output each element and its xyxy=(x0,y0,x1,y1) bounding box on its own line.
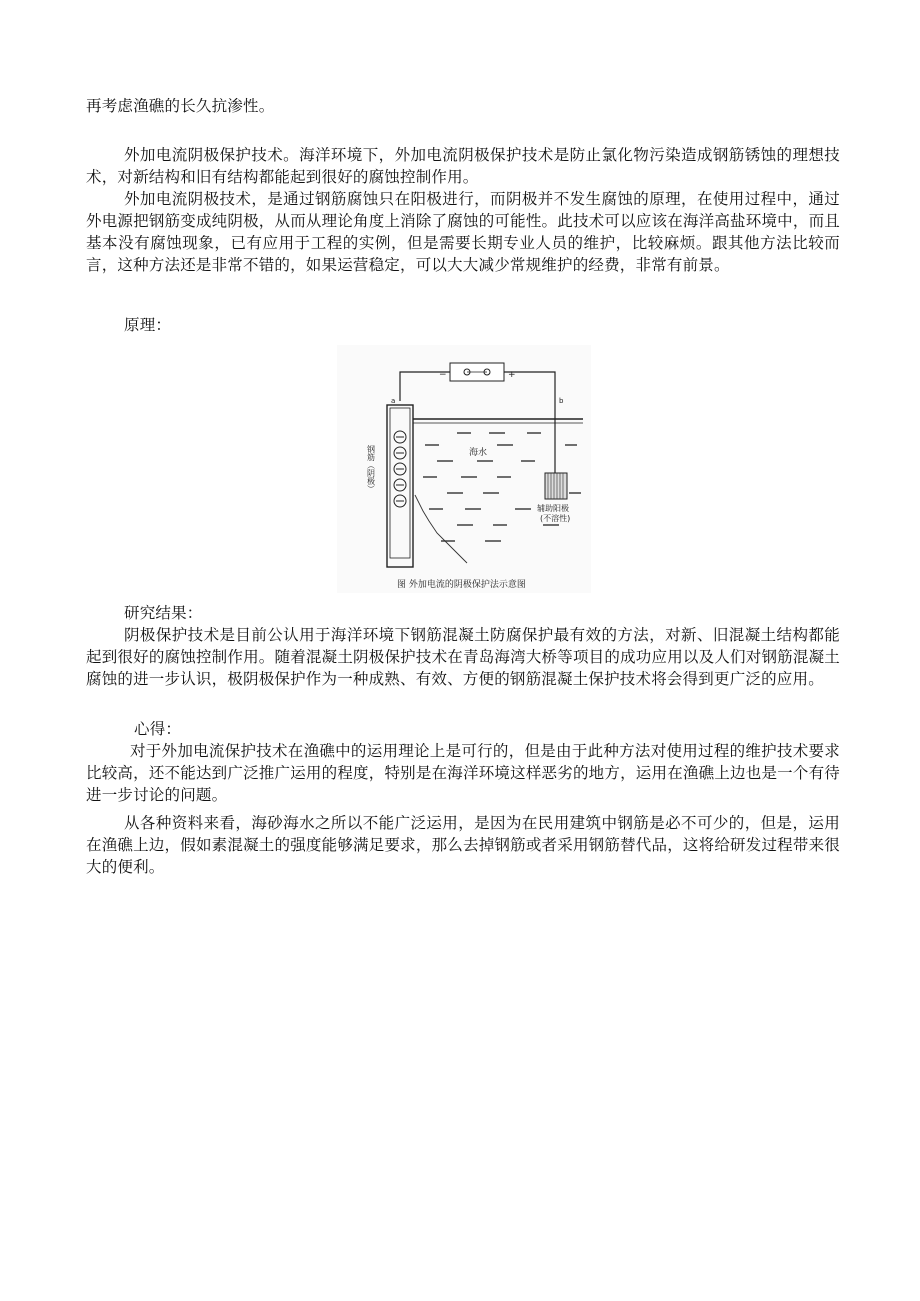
anode-sublabel: (不溶性) xyxy=(540,514,571,523)
paragraph-research-results: 阴极保护技术是目前公认用于海洋环境下钢筋混凝土防腐保护最有效的方法，对新、旧混凝土结构都能起到很好的腐蚀控制作用。随着混凝土阴极保护技术在青岛海湾大桥等项目的成功应用以及人们对钢筋混凝土腐蚀的进一步认识，极阴极保护作为一种成熟、有效、方便的钢筋混凝土保护技术将会得到更广泛的应用。 xyxy=(86,626,840,688)
plus-sign: + xyxy=(508,370,516,380)
figure-caption: 图 外加电流的阴极保护法示意图 xyxy=(397,580,526,590)
heading-principle: 原理： xyxy=(124,316,172,334)
paragraph-conclusion: 从各种资料来看，海砂海水之所以不能广泛运用，是因为在民用建筑中钢筋是必不可少的，但是，运用在渔礁上边，假如素混凝土的强度能够满足要求，那么去掉钢筋或者采用钢筋替代品，这将给研发过程带来很大的便利。 xyxy=(86,814,840,876)
terminal-b-label: b xyxy=(559,397,564,405)
crack-line xyxy=(415,495,467,563)
heading-reflections: 心得： xyxy=(134,720,182,738)
anode-label: 辅助阳极 xyxy=(537,504,569,513)
minus-sign: − xyxy=(439,370,447,380)
cathodic-protection-diagram xyxy=(337,345,591,593)
paragraph-reflections: 对于外加电流保护技术在渔礁中的运用理论上是可行的，但是由于此种方法对使用过程的维护技术要求比较高，还不能达到广泛推广运用的程度，特别是在海洋环境这样恶劣的地方，运用在渔礁上边也是一个有待进一步讨论的问题。 xyxy=(86,742,840,804)
gate-label: 钢筋（阴极） xyxy=(366,445,376,493)
rebar-circles xyxy=(394,431,406,507)
terminal-a-label: a xyxy=(391,397,396,405)
water-label: 海水 xyxy=(469,448,488,458)
wire-right xyxy=(504,372,555,473)
paragraph-continuation: 再考虑渔礁的长久抗渗性。 xyxy=(86,97,275,115)
heading-research-results: 研究结果： xyxy=(124,604,203,622)
paragraph-impressed-current-intro: 外加电流阴极保护技术。海洋环境下，外加电流阴极保护技术是防止氯化物污染造成钢筋锈蚀的理想技术，对新结构和旧有结构都能起到很好的腐蚀控制作用。 xyxy=(86,146,840,186)
steel-gate xyxy=(387,405,413,567)
paragraph-impressed-current-principle: 外加电流阴极技术，是通过钢筋腐蚀只在阳极进行，而阴极并不发生腐蚀的原理，在使用过程中，通过外电源把钢筋变成纯阴极，从而从理论角度上消除了腐蚀的可能性。此技术可以应该在海洋高盐环境中，而且基本没有腐蚀现象，已有应用于工程的实例，但是需要长期专业人员的维护，比较麻烦。跟其他方法比较而言，这种方法还是非常不错的，如果运营稳定，可以大大减少常规维护的经费，非常有前景。 xyxy=(86,190,840,274)
